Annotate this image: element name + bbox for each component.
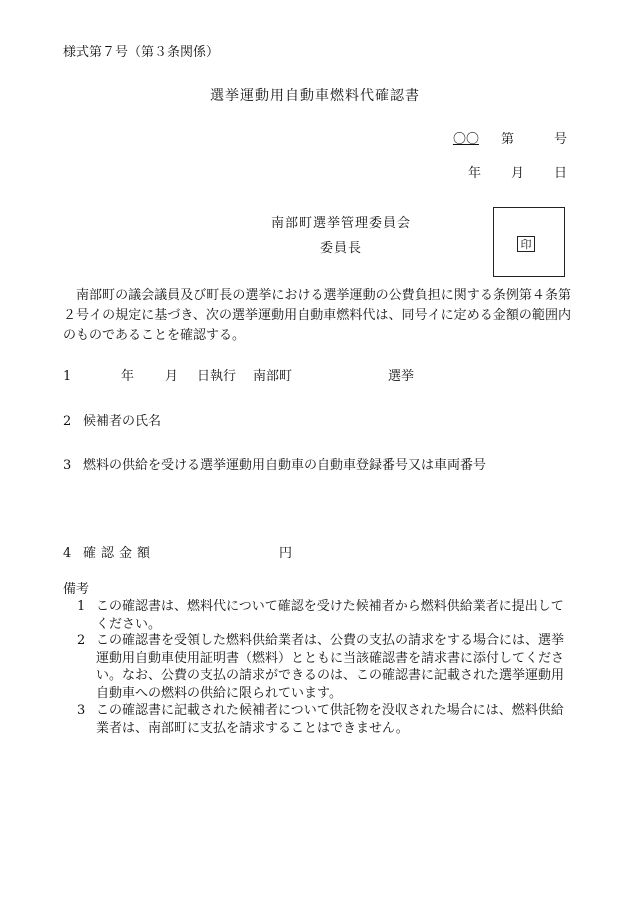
item-year: 年 — [121, 369, 135, 384]
item-town: 南部町 — [253, 369, 293, 384]
item-number: 1 — [63, 369, 72, 384]
note-text: この確認書に記載された候補者について供託物を没収された場合には、燃料供給業者は、南部町に支払を請求することはできません。 — [96, 703, 564, 736]
date-year: 年 — [467, 166, 481, 181]
note-item — [77, 702, 571, 737]
date-month: 月 — [510, 166, 524, 181]
item-unit: 円 — [279, 546, 293, 561]
seal-mark: 印 — [517, 236, 535, 252]
note-item — [77, 632, 571, 702]
note-number: 1 — [77, 599, 86, 614]
body-paragraph: 南部町の議会議員及び町長の選挙における選挙運動の公費負担に関する条例第４条第２号イの規定に基づき、次の選挙運動用自動車燃料代は、同号イに定める金額の範囲内のものであることを確認する。 — [63, 288, 571, 343]
document-number-dai: 第 — [500, 132, 514, 147]
item-label: 確認金額 — [83, 546, 156, 561]
document-title: 選挙運動用自動車燃料代確認書 — [210, 88, 420, 104]
form-label: 様式第７号（第３条関係） — [63, 45, 220, 60]
item-day: 日執行 — [197, 369, 237, 384]
item-label: 候補者の氏名 — [83, 414, 162, 429]
item-confirmed-amount — [63, 547, 292, 560]
document-number-era: 〇〇 — [452, 132, 479, 147]
item-election — [63, 370, 414, 383]
note-text: この確認書は、燃料代について確認を受けた候補者から燃料供給業者に提出してください。 — [96, 599, 564, 632]
item-label: 燃料の供給を受ける選挙運動用自動車の自動車登録番号又は車両番号 — [83, 458, 487, 473]
date-day: 日 — [553, 166, 567, 181]
document-date — [468, 167, 567, 180]
notes-heading: 備考 — [63, 582, 90, 597]
item-number: 4 — [63, 546, 72, 561]
item-number: 2 — [63, 414, 72, 429]
note-number: 2 — [77, 633, 86, 648]
item-number: 3 — [63, 458, 72, 473]
note-item — [77, 598, 571, 633]
document-number-go: 号 — [553, 132, 567, 147]
note-text: この確認書を受領した燃料供給業者は、公費の支払の請求をする場合には、選挙運動用自動車使用証明書（燃料）とともに当該確認書を請求書に添付してください。なお、公費の支払の請求ができるのは、この確認書に記載された選挙運動用自動車への燃料の供給に限られています。 — [96, 633, 565, 701]
document-number — [453, 133, 567, 146]
issuer-chairman: 委員長 — [320, 241, 363, 256]
item-vehicle-number — [63, 459, 486, 472]
item-month: 月 — [165, 369, 179, 384]
seal-box — [493, 207, 565, 277]
item-election-label: 選挙 — [388, 369, 415, 384]
note-number: 3 — [77, 703, 86, 718]
issuer-committee: 南部町選挙管理委員会 — [271, 216, 412, 231]
item-candidate-name — [63, 415, 161, 428]
